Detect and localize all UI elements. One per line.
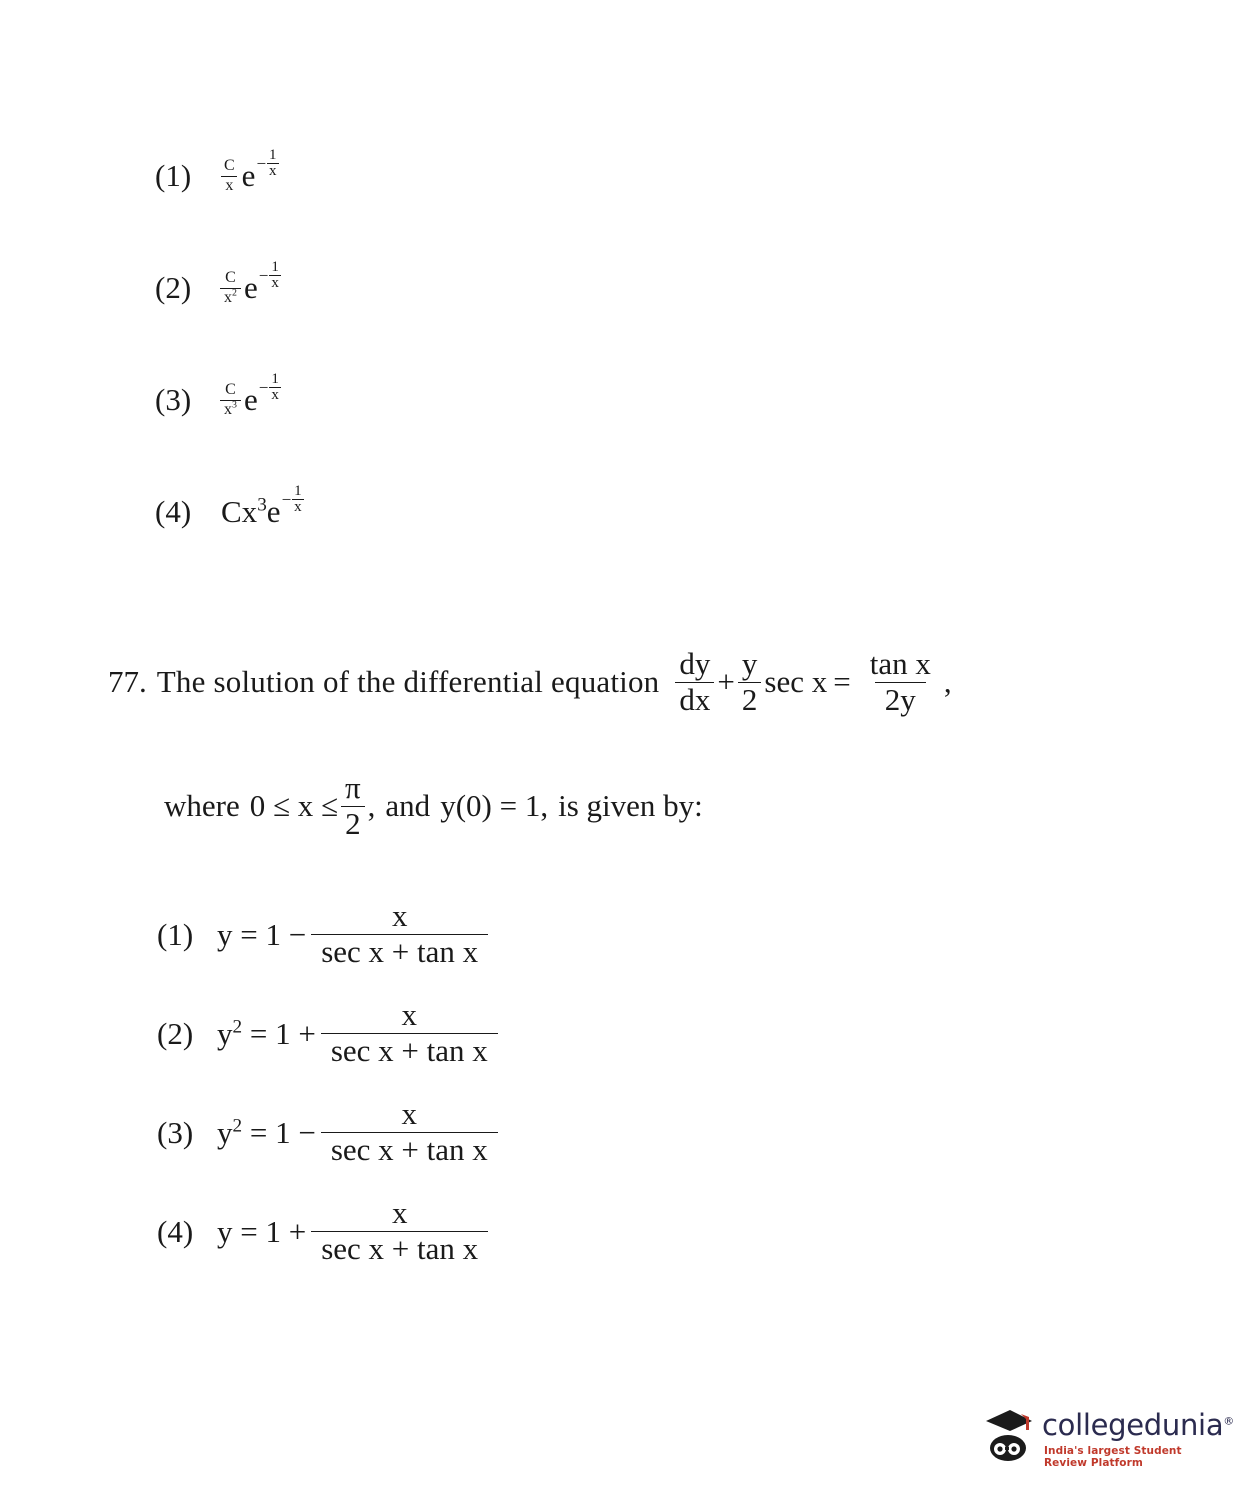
option-lhs: $y^2 = 1$ +: [217, 1015, 316, 1051]
exp-power: [282, 484, 304, 515]
power-numerator: 1: [294, 483, 302, 499]
option-label: (2): [155, 270, 192, 305]
dy-numerator: dy: [679, 646, 711, 681]
question-76-options-list: [155, 120, 675, 568]
exponential-term: [243, 371, 281, 418]
question-number: 77.: [108, 664, 147, 700]
exponential-term: [221, 483, 304, 530]
option-item[interactable]: [155, 344, 675, 456]
option-item[interactable]: [157, 1083, 857, 1182]
fraction-denominator: sec x + tan x: [321, 1033, 498, 1068]
question-77-condition: [164, 772, 1168, 840]
exponential-term: [243, 259, 281, 306]
option-lhs: y = 1 −: [217, 916, 307, 952]
initial-condition: y(0) = 1,: [440, 788, 549, 824]
equals-sign: =: [833, 664, 851, 700]
power-fraction: [269, 372, 281, 403]
option-label: (4): [155, 494, 192, 529]
option-label: (1): [157, 916, 194, 952]
fraction-denominator: $x^3$: [220, 400, 241, 419]
dx-denominator: dx: [675, 682, 714, 717]
lhs-exponent: 2: [232, 1016, 243, 1038]
exp-base: e: [243, 382, 258, 417]
sec-x-term: sec x: [764, 664, 828, 700]
option-item[interactable]: [155, 120, 675, 232]
given-by-text: is given by:: [558, 788, 703, 824]
fraction-x-over-secx-plus-tanx: [321, 999, 498, 1067]
power-fraction: [269, 260, 281, 291]
and-label: and: [385, 788, 431, 824]
comma-after-range: ,: [367, 788, 376, 824]
trailing-comma: ,: [943, 664, 952, 700]
option-lhs: y = 1 +: [217, 1213, 307, 1249]
exp-power: [259, 260, 281, 291]
question-77: [108, 648, 1168, 840]
fraction-c-over-x2: [220, 270, 241, 307]
question-77-stem: [108, 648, 1168, 716]
denominator-exponent: 3: [232, 399, 237, 411]
y-numerator: y: [741, 646, 758, 681]
graduate-mascot-icon: [980, 1404, 1036, 1462]
fraction-c-over-x: [220, 158, 239, 195]
fraction-numerator: x: [401, 997, 418, 1033]
minus-sign: −: [256, 153, 267, 173]
power-denominator: x: [269, 163, 277, 179]
two-denominator: 2: [341, 806, 365, 841]
option-label: (3): [157, 1114, 194, 1150]
question-stem-text: The solution of the differential equation: [156, 664, 660, 700]
twoy-denominator: 2y: [875, 682, 926, 717]
fraction-denominator: $x^2$: [220, 288, 241, 307]
collegedunia-watermark: [980, 1398, 1234, 1474]
power-fraction: [292, 484, 304, 515]
fraction-denominator: sec x + tan x: [311, 934, 488, 969]
option-item[interactable]: [155, 456, 675, 568]
fraction-numerator: x: [401, 1096, 418, 1132]
inline-exponent: 3: [257, 494, 267, 516]
where-label: where: [164, 788, 240, 824]
two-denominator: 2: [738, 682, 762, 717]
minus-sign: −: [281, 489, 292, 509]
fraction-numerator: x: [391, 898, 408, 934]
exp-power: [256, 148, 278, 179]
brand-tagline: India's largest Student Review Platform: [1044, 1445, 1182, 1469]
option-item[interactable]: [157, 885, 857, 984]
option-item[interactable]: [157, 984, 857, 1083]
plus-sign: +: [717, 664, 735, 700]
power-denominator: x: [271, 275, 279, 291]
exp-base: e: [241, 158, 256, 193]
fraction-numerator: C: [225, 380, 236, 398]
exp-base: e: [243, 270, 258, 305]
fraction-y-over-2: [738, 648, 762, 716]
brand-name: collegedunia®: [1042, 1408, 1234, 1442]
fraction-numerator: C: [225, 268, 236, 286]
exponential-term: [241, 147, 279, 194]
power-denominator: x: [294, 499, 302, 515]
fraction-denominator: x: [221, 176, 237, 195]
fraction-c-over-x3: [220, 382, 241, 419]
power-numerator: 1: [271, 259, 279, 275]
power-numerator: 1: [269, 147, 277, 163]
fraction-numerator: C: [224, 156, 235, 174]
minus-sign: −: [258, 377, 269, 397]
minus-sign: −: [258, 265, 269, 285]
power-numerator: 1: [271, 371, 279, 387]
pi-numerator: π: [345, 770, 361, 806]
inline-expression: Cx$^3$e: [221, 494, 281, 529]
fraction-x-over-secx-plus-tanx: [311, 1197, 488, 1265]
fraction-denominator: sec x + tan x: [311, 1231, 488, 1266]
option-label: (2): [157, 1015, 194, 1051]
fraction-numerator: x: [391, 1195, 408, 1231]
option-item[interactable]: [155, 232, 675, 344]
question-77-options-list: [157, 885, 857, 1281]
range-text: 0 ≤ x ≤: [249, 788, 339, 824]
fraction-x-over-secx-plus-tanx: [321, 1098, 498, 1166]
power-denominator: x: [271, 387, 279, 403]
denominator-exponent: 2: [232, 287, 237, 299]
option-label: (4): [157, 1213, 194, 1249]
tanx-numerator: tan x: [869, 646, 931, 681]
lhs-exponent: 2: [232, 1115, 243, 1137]
derivative-dy-dx: [675, 648, 714, 716]
exp-power: [259, 372, 281, 403]
option-lhs: $y^2 = 1$ −: [217, 1114, 316, 1150]
fraction-pi-over-2: [341, 772, 365, 840]
option-label: (3): [155, 382, 192, 417]
power-fraction: [267, 148, 279, 179]
option-item[interactable]: [157, 1182, 857, 1281]
fraction-denominator: sec x + tan x: [321, 1132, 498, 1167]
registered-mark: ®: [1223, 1414, 1234, 1428]
fraction-tanx-over-2y: [860, 648, 941, 716]
option-label: (1): [155, 158, 192, 193]
fraction-x-over-secx-plus-tanx: [311, 900, 488, 968]
